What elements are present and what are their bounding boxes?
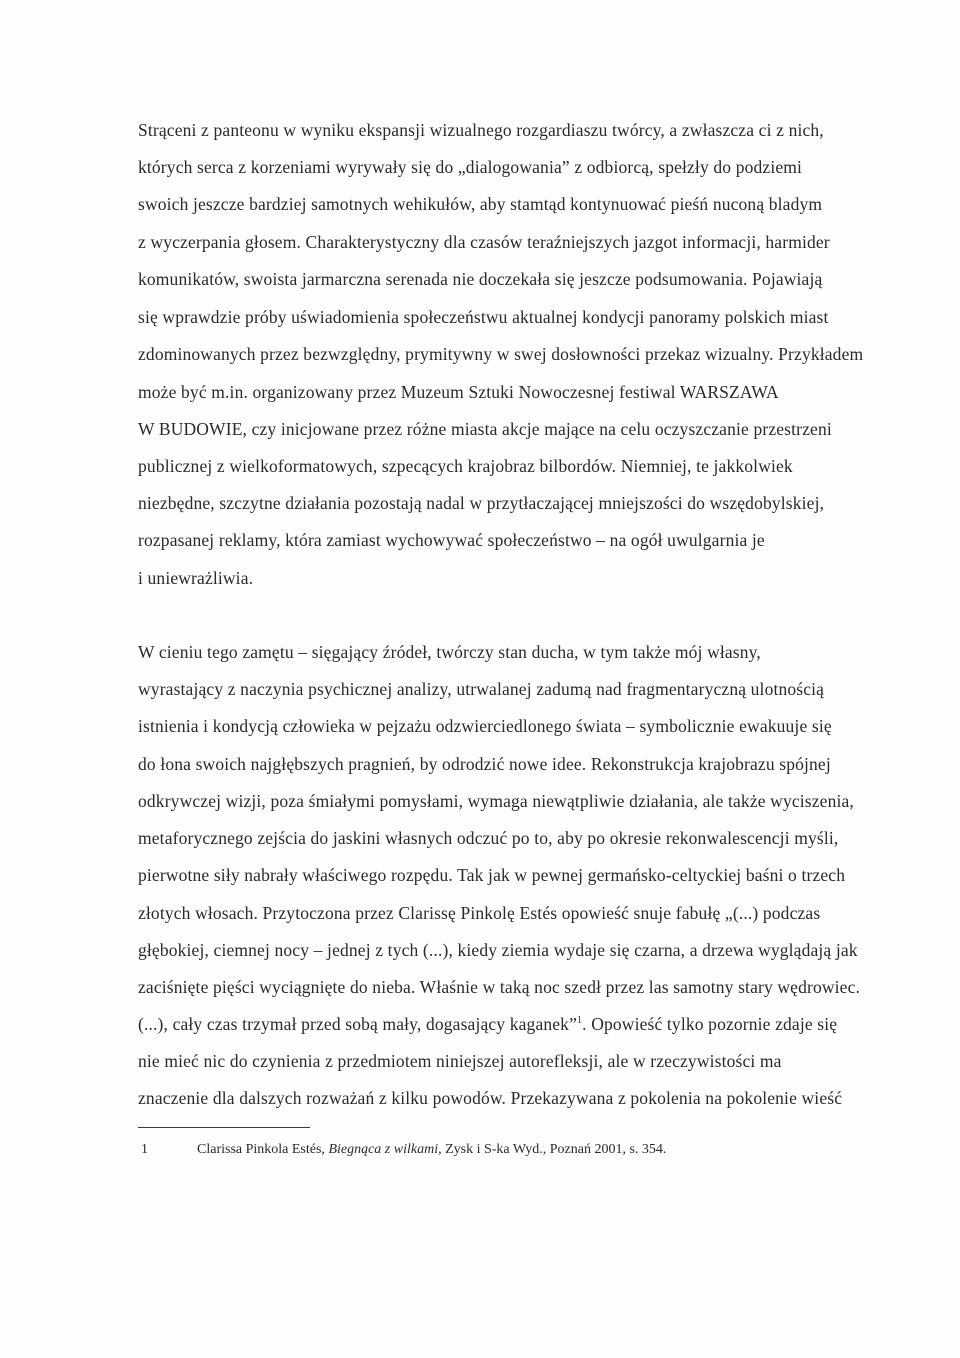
text-line: niezbędne, szczytne działania pozostają nadal w przytłaczającej mniejszości do wszędobylskiej, [138, 493, 825, 513]
text-line: z wyczerpania głosem. Charakterystyczny dla czasów teraźniejszych jazgot informacji, harmider [138, 232, 830, 252]
text-line: zaciśnięte pięści wyciągnięte do nieba. Właśnie w taką noc szedł przez las samotny stary wędrowiec. [138, 977, 861, 997]
footnote-text [197, 1141, 666, 1159]
text-line: publicznej z wielkoformatowych, szpecących krajobraz bilbordów. Niemniej, te jakkolwiek [138, 456, 793, 476]
text-segment: . Opowieść tylko pozornie zdaje się [582, 1014, 838, 1034]
text-line: W BUDOWIE, czy inicjowane przez różne miasta akcje mające na celu oczyszczanie przestrzeni [138, 419, 832, 439]
text-line: których serca z korzeniami wyrywały się do „dialogowania” z odbiorcą, spełzły do podziemi [138, 157, 803, 177]
footnote-title: Biegnąca z wilkami [328, 1142, 439, 1157]
text-segment: (...), cały czas trzymał przed sobą mały, dogasający kaganek” [138, 1014, 577, 1034]
footnote-number: 1 [141, 1142, 148, 1157]
footnote-reference: 1 [577, 1015, 583, 1026]
footnote-divider [138, 1127, 310, 1128]
text-line: nie mieć nic do czynienia z przedmiotem niniejszej autorefleksji, ale w rzeczywistości ma [138, 1051, 782, 1071]
text-line: do łona swoich najgłębszych pragnień, by odrodzić nowe idee. Rekonstrukcja krajobrazu spójnej [138, 754, 831, 774]
text-line: pierwotne siły nabrały właściwego rozpędu. Tak jak w pewnej germańsko-celtyckiej baśni o trzech [138, 865, 846, 885]
text-line: odkrywczej wizji, poza śmiałymi pomysłami, wymaga niewątpliwie działania, ale także wyciszenia, [138, 791, 854, 811]
text-line: znaczenie dla dalszych rozważań z kilku powodów. Przekazywana z pokolenia na pokolenie wieść [138, 1088, 843, 1108]
text-line: istnienia i kondycją człowieka w pejzażu odzwierciedlonego świata – symbolicznie ewakuuje się [138, 716, 832, 736]
text-line: W cieniu tego zamętu – sięgający źródeł, twórczy stan ducha, w tym także mój własny, [138, 642, 761, 662]
text-line: komunikatów, swoista jarmarczna serenada nie doczekała się jeszcze podsumowania. Pojawiają [138, 269, 823, 289]
text-line [138, 1013, 837, 1035]
text-line: i uniewrażliwia. [138, 568, 254, 588]
footnote-author: Clarissa Pinkola Estés, [197, 1142, 329, 1157]
text-line: metaforycznego zejścia do jaskini własnych odczuć po to, aby po okresie rekonwalescencji myśli, [138, 828, 839, 848]
text-line: rozpasanej reklamy, która zamiast wychowywać społeczeństwo – na ogół uwulgarnia je [138, 530, 765, 550]
footnote-details: , Zysk i S-ka Wyd., Poznań 2001, s. 354. [438, 1142, 667, 1157]
text-line: Strąceni z panteonu w wyniku ekspansji wizualnego rozgardiaszu twórcy, a zwłaszcza ci z nich, [138, 120, 824, 140]
text-line: złotych włosach. Przytoczona przez Clarissę Pinkolę Estés opowieść snuje fabułę „(...) podczas [138, 903, 821, 923]
text-line: głębokiej, ciemnej nocy – jednej z tych (...), kiedy ziemia wydaje się czarna, a drzewa wyglądają jak [138, 940, 858, 960]
text-line: zdominowanych przez bezwzględny, prymitywny w swej dosłowności przekaz wizualny. Przykładem [138, 344, 864, 364]
text-line: się wprawdzie próby uświadomienia społeczeństwu aktualnej kondycji panoramy polskich miast [138, 307, 829, 327]
text-line: wyrastający z naczynia psychicznej analizy, utrwalanej zadumą nad fragmentaryczną ulotnością [138, 679, 825, 699]
text-line: swoich jeszcze bardziej samotnych wehikułów, aby stamtąd kontynuować pieśń nuconą bladym [138, 194, 823, 214]
text-line: może być m.in. organizowany przez Muzeum Sztuki Nowoczesnej festiwal WARSZAWA [138, 382, 779, 402]
